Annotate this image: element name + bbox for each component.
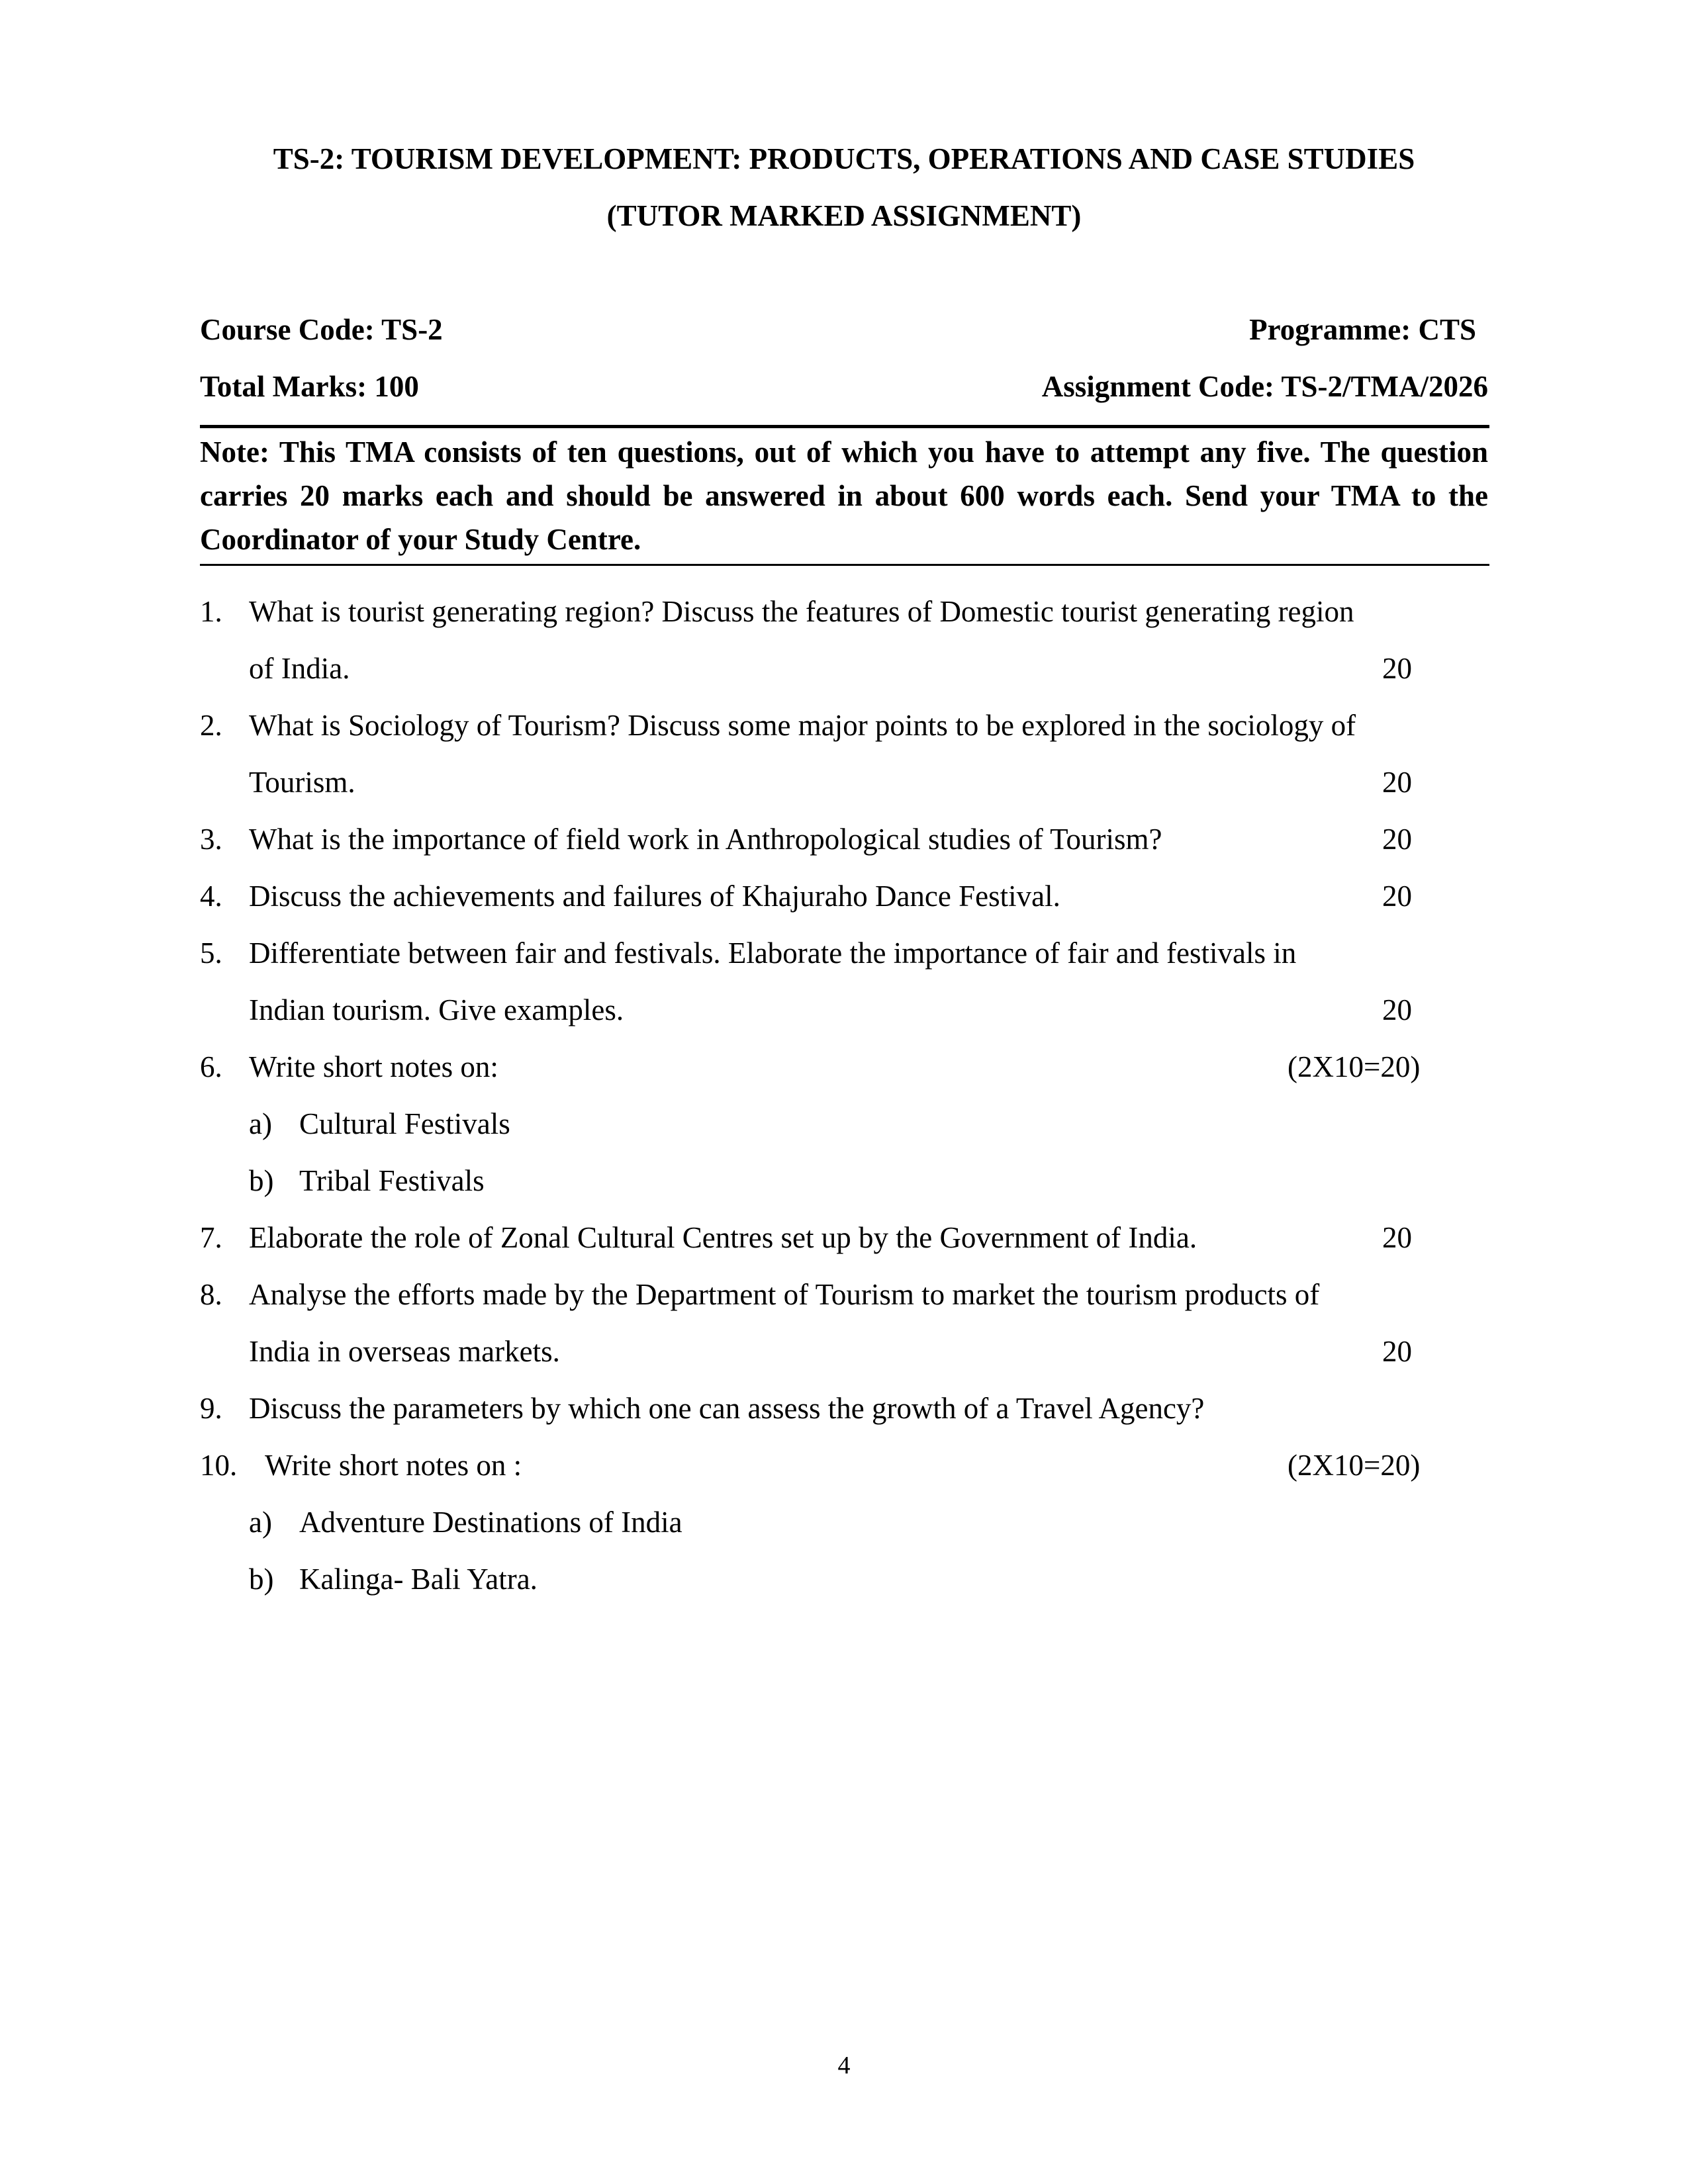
question-7-marks: 20 bbox=[1382, 1221, 1412, 1254]
question-2-marks: 20 bbox=[1382, 766, 1412, 799]
question-text: Analyse the efforts made by the Department of Tourism to market the tourism products of bbox=[249, 1278, 1320, 1311]
programme: Programme: CTS bbox=[1249, 313, 1476, 346]
question-text: What is tourist generating region? Discuss the features of Domestic tourist generating region bbox=[249, 595, 1354, 628]
question-4-marks: 20 bbox=[1382, 880, 1412, 913]
question-8-marks: 20 bbox=[1382, 1335, 1412, 1368]
question-text: Discuss the achievements and failures of Khajuraho Dance Festival. bbox=[249, 880, 1060, 913]
question-text: Write short notes on: bbox=[249, 1050, 498, 1083]
subitem-label: a) bbox=[249, 1107, 272, 1140]
subitem-text: Kalinga- Bali Yatra. bbox=[299, 1563, 538, 1596]
question-number: 5. bbox=[200, 936, 222, 970]
course-code: Course Code: TS-2 bbox=[200, 313, 443, 346]
question-text: Tourism. bbox=[249, 766, 355, 799]
subitem-text: Cultural Festivals bbox=[299, 1107, 510, 1140]
question-number: 6. bbox=[200, 1050, 222, 1083]
subitem-label: a) bbox=[249, 1506, 272, 1539]
top-divider bbox=[200, 425, 1489, 428]
question-number: 9. bbox=[200, 1392, 222, 1425]
document-title: TS-2: TOURISM DEVELOPMENT: PRODUCTS, OPERATIONS AND CASE STUDIES bbox=[273, 142, 1415, 175]
question-number: 10. bbox=[200, 1449, 238, 1482]
subitem-label: b) bbox=[249, 1164, 274, 1197]
question-1-marks: 20 bbox=[1382, 652, 1412, 685]
question-number: 2. bbox=[200, 709, 222, 742]
assignment-code: Assignment Code: TS-2/TMA/2026 bbox=[1041, 370, 1488, 403]
question-6-marks: (2X10=20) bbox=[1288, 1050, 1421, 1083]
document-subtitle: (TUTOR MARKED ASSIGNMENT) bbox=[606, 199, 1082, 232]
question-5-marks: 20 bbox=[1382, 993, 1412, 1026]
question-text: Indian tourism. Give examples. bbox=[249, 993, 624, 1026]
question-10-marks: (2X10=20) bbox=[1288, 1449, 1421, 1482]
question-number: 4. bbox=[200, 880, 222, 913]
subitem-text: Tribal Festivals bbox=[299, 1164, 485, 1197]
question-text: What is the importance of field work in Anthropological studies of Tourism? bbox=[249, 823, 1162, 856]
question-text: Elaborate the role of Zonal Cultural Centres set up by the Government of India. bbox=[249, 1221, 1197, 1254]
question-text: of India. bbox=[249, 652, 350, 685]
bottom-divider bbox=[200, 564, 1489, 566]
question-number: 8. bbox=[200, 1278, 222, 1311]
page-number: 4 bbox=[837, 2052, 851, 2079]
subitem-label: b) bbox=[249, 1563, 274, 1596]
question-text: What is Sociology of Tourism? Discuss some major points to be explored in the sociology of bbox=[249, 709, 1356, 742]
question-text: Write short notes on : bbox=[265, 1449, 522, 1482]
question-number: 3. bbox=[200, 823, 222, 856]
question-text: India in overseas markets. bbox=[249, 1335, 560, 1368]
subitem-text: Adventure Destinations of India bbox=[299, 1506, 682, 1539]
question-text: Discuss the parameters by which one can assess the growth of a Travel Agency? bbox=[249, 1392, 1205, 1425]
total-marks: Total Marks: 100 bbox=[200, 370, 419, 403]
question-number: 1. bbox=[200, 595, 222, 628]
instructions-note: Note: This TMA consists of ten questions, out of which you have to attempt any five. The question carries 20 marks each and should be answered in about 600 words each. Send your TMA to the Coordinator of your Study Centre. bbox=[200, 435, 1488, 556]
question-3-marks: 20 bbox=[1382, 823, 1412, 856]
question-number: 7. bbox=[200, 1221, 222, 1254]
question-text: Differentiate between fair and festivals. Elaborate the importance of fair and festivals in bbox=[249, 936, 1297, 970]
